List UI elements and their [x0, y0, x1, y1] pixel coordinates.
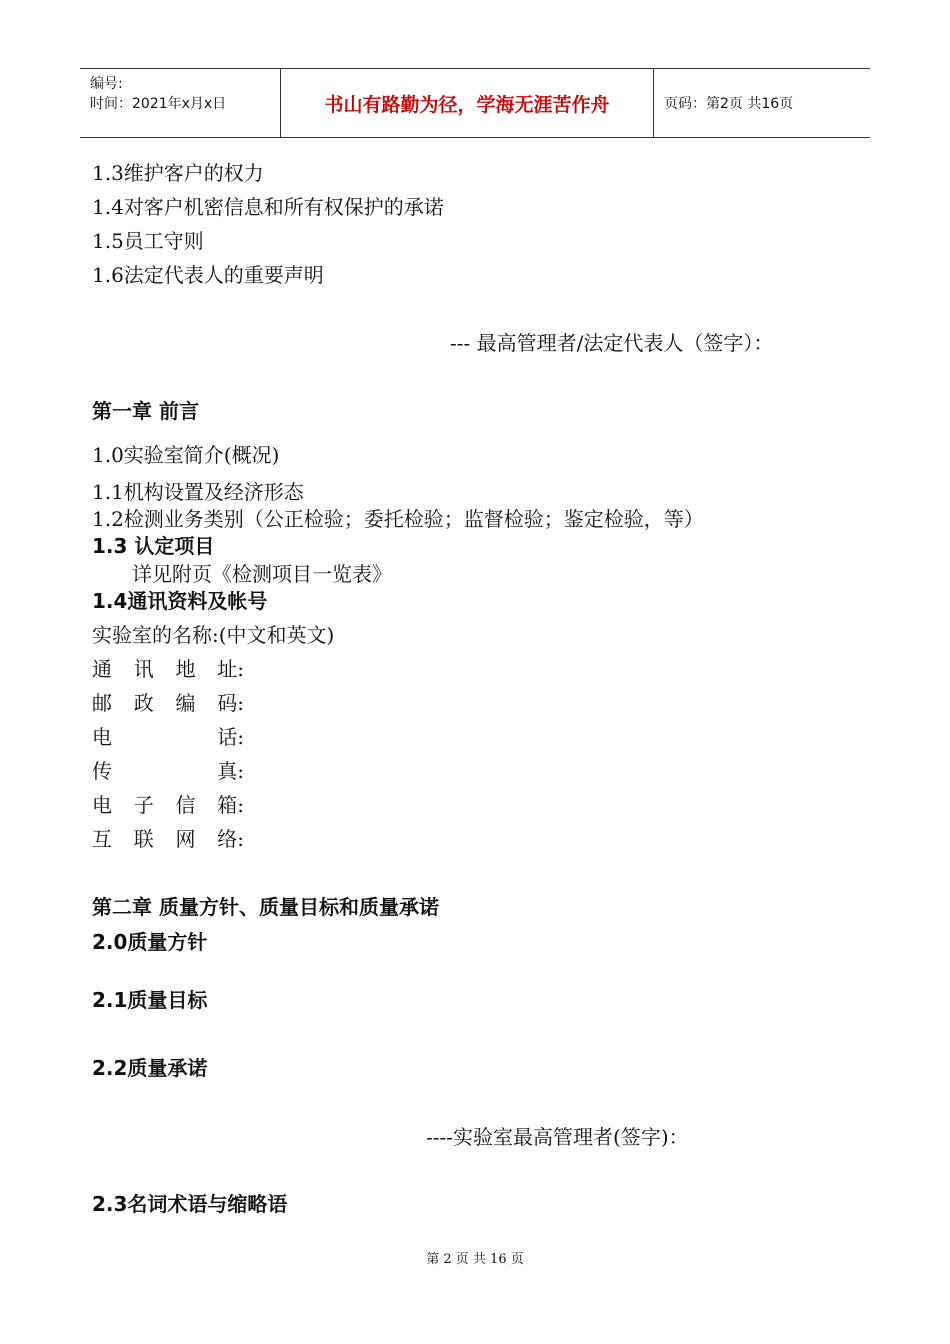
intro-item-1-6: 1.6法定代表人的重要声明: [92, 263, 324, 287]
intro-item-1-3: 1.3维护客户的权力: [92, 161, 264, 185]
header-motto-cell: [281, 69, 654, 137]
contact-field-label: 传 真:: [92, 759, 244, 783]
header-time-label: 时间：2021年x月x日: [90, 96, 227, 112]
chapter2-title: 第二章 质量方针、质量目标和质量承诺: [92, 895, 439, 919]
chapter1-title: 第一章 前言: [92, 399, 199, 423]
item-1-4: 1.4通讯资料及帐号: [92, 589, 268, 613]
lab-name-label: 实验室的名称:(中文和英文): [92, 623, 335, 647]
header-meta-cell: [80, 69, 281, 137]
intro-item-1-5: 1.5员工守则: [92, 229, 204, 253]
page-footer: 第 2 页 共 16 页: [426, 1252, 524, 1267]
item-2-0: 2.0质量方针: [92, 930, 208, 954]
header-code-label: 编号:: [90, 76, 123, 92]
item-1-1: 1.1机构设置及经济形态: [92, 480, 304, 504]
contact-field-label: 邮 政 编 码:: [92, 691, 244, 715]
header-motto: 书山有路勤为径，学海无涯苦作舟: [324, 93, 610, 116]
signature-line-2: ----实验室最高管理者(签字)：: [426, 1125, 689, 1149]
item-1-3: 1.3 认定项目: [92, 534, 215, 558]
contact-field-label: 电 话:: [92, 725, 244, 749]
intro-item-1-4: 1.4对客户机密信息和所有权保护的承诺: [92, 195, 444, 219]
item-2-2: 2.2质量承诺: [92, 1056, 208, 1080]
contact-field-label: 电 子 信 箱:: [92, 793, 244, 817]
item-2-3: 2.3名词术语与缩略语: [92, 1192, 288, 1216]
contact-field-label: 通 讯 地 址:: [92, 657, 244, 681]
header-page-info: 页码：第2页 共16页: [664, 96, 794, 112]
item-2-1: 2.1质量目标: [92, 988, 208, 1012]
signature-line-1: --- 最高管理者/法定代表人（签字）：: [450, 331, 774, 355]
item-1-0: 1.0实验室简介(概况): [92, 443, 280, 467]
page-header: [80, 68, 870, 138]
item-1-3-detail: 详见附页《检测项目一览表》: [132, 562, 392, 586]
item-1-2: 1.2检测业务类别（公正检验；委托检验；监督检验；鉴定检验，等）: [92, 507, 704, 531]
contact-field-label: 互 联 网 络:: [92, 827, 244, 851]
